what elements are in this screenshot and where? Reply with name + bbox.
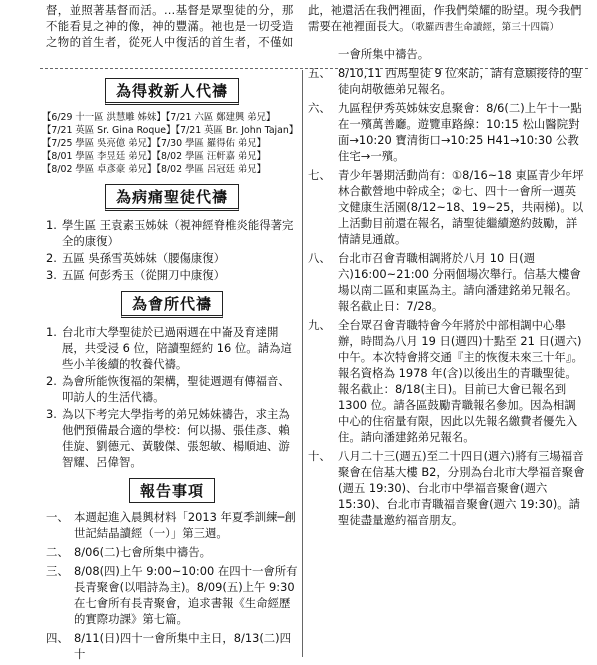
new-people-row <box>42 111 298 124</box>
list-item: 四、 8/11(日)四十一會所集中主日，8/13(二)四十 <box>46 631 292 661</box>
list-item: 2. 為會所能恢復福的架構，聖徒週週有傳福音、叩訪人的生活代禱。 <box>46 374 290 404</box>
list-item: 1. 台北市大學聖徒於已過兩週在中崙及育達開展，共受浸 6 位，陪讀聖經約 16 位。請為這些小羊後續的牧養代禱。 <box>46 325 292 371</box>
new-person: 【8/02 學區 卓彥豪 弟兄】 <box>42 164 157 175</box>
news-list-left <box>46 509 298 662</box>
list-item: 十、 八月二十三(週五)至二十四日(週六)將有三場福音聚會在信基大樓 B2，分別為台北市大學福音聚會(週五 19:30)、台北市中學福音聚會(週六 15:30)、台北市青職福音聚會(週六 19:30)。請聖徒盡量邀約福音朋友。 <box>308 449 585 527</box>
list-item: 五、 8/10,11 西馬聖徒 9 位來訪，請有意願接待的聖徒向胡敬德弟兄報名。 <box>308 66 583 96</box>
sick-list <box>46 217 298 283</box>
list-item: 二、 8/06(二)七會所集中禱告。 <box>46 545 211 559</box>
church-list <box>46 324 298 470</box>
new-person: 【7/30 學區 羅得佑 弟兄】 <box>156 138 267 149</box>
left-column <box>42 0 299 665</box>
list-item: 七、 青少年暑期活動尚有：①8/16~18 東區青少年坪林合歡營地中幹成全；②七、四十一會所一週英文健康生活園(8/12~18、19~25，共兩梯)。以上活動目前還在報名，請聖徒繼續邀約鼓勵，詳情請見通啟。 <box>308 168 584 246</box>
list-item: 一、 本週起進入晨興材料「2013 年夏季訓練─創世記結晶讀經（一）」第三週。 <box>46 510 296 540</box>
new-person: 【7/21 英區 Sr. Gina Roque】 <box>42 125 176 136</box>
list-item: 八、 台北市召會青職相調將於八月 10 日(週六)16:00~21:00 分兩個場次舉行。信基大樓會場以南二區和東區為主。請向潘建銘弟兄報名。報名截止日：7/28。 <box>308 251 581 313</box>
intro-text-right: 此，祂還活在我們裡面，作我們榮耀的盼望。現今我們需要在祂裡面長大。（歌羅西書生命讀經，第三十四篇） <box>308 3 582 33</box>
new-person: 【7/25 學區 吳亮億 弟兄】 <box>42 138 157 149</box>
new-person: 【7/21 英區 Br. John Tajan】 <box>175 125 299 136</box>
new-person: 【8/01 學區 李昱廷 弟兄】 <box>42 151 157 162</box>
list-item: 三、 8/08(四)上午 9:00~10:00 在四十一會所有長青聚會(以唱詩為主)。8/09(五)上午 9:30 在七會所有長青聚會，追求書報《生命經歷的實際功課》第七篇。 <box>46 564 298 626</box>
new-people-row <box>42 124 298 137</box>
new-person: 【8/02 學區 汪軒嘉 弟兄】 <box>156 151 267 162</box>
sick-title: 為病痛聖徒代禱 <box>105 184 239 211</box>
new-person: 【8/02 學區 呂冠廷 弟兄】 <box>156 164 267 175</box>
list-item: 3. 為以下考完大學指考的弟兄姊妹禱告，求主為他們預備最合適的學校：何以揚、張佳彥、賴佳旋、劉德元、黃駿傑、張恕敏、楊順迪、游智耀、呂偉智。 <box>46 407 290 469</box>
new-people-title: 為得救新人代禱 <box>105 78 239 105</box>
list-item: 一會所集中禱告。 <box>338 47 430 61</box>
list-item: 六、 九區程伊秀英姊妹安息聚會：8/6(二)上午十一點在一殯萬善廳。遊覽車路線：10:15 松山醫院對面→10:20 寶清街口→10:25 H41→10:30 公教住宅→一殯。 <box>308 101 582 163</box>
news-list-right <box>308 46 586 528</box>
new-person: 【6/29 十一區 洪慧雕 姊妹】 <box>42 112 166 123</box>
list-item: 3. 五區 何彭秀玉（從開刀中康復） <box>46 268 226 282</box>
list-item: 九、 全台眾召會青職特會今年將於中部相調中心舉辦，時間為八月 19 日(週四)十點至 21 日(週六)中午。本次特會將交通『主的恢復未來三十年』。報名資格為 1978 年(含)以後出生的青職聖徒。報名截止：8/18(主日)。目前已大會已報名到 1300 位。請各區鼓勵青職報名參加。因為相調中心的住宿量有限，因此以先報名繳費者優先入住。請向潘建銘弟兄報名。 <box>308 318 583 444</box>
new-people-row <box>42 163 298 176</box>
list-item: 1. 學生區 王袁素玉姊妹（視神經脊椎炎能得著完全的康復） <box>46 218 294 248</box>
list-item: 2. 五區 吳孫雪英姊妹（腰傷康復） <box>46 251 226 265</box>
new-people-list <box>42 111 298 176</box>
intro-reference: （歌羅西書生命讀經，第三十四篇） <box>410 22 560 33</box>
new-people-row <box>42 137 298 150</box>
new-person: 【7/21 六區 鄭建興 弟兄】 <box>165 112 276 123</box>
right-column <box>308 0 586 531</box>
church-title: 為會所代禱 <box>121 291 223 318</box>
intro-text-left: 督，並照著基督而活。…基督是眾聖徒的分，那不能看見之神的像，神的豐滿。祂也是一切受造之物的首生者，從死人中復活的首生者，不僅如 <box>46 3 294 49</box>
news-title: 報告事項 <box>129 478 215 503</box>
new-people-row <box>42 150 298 163</box>
column-divider <box>302 70 303 657</box>
